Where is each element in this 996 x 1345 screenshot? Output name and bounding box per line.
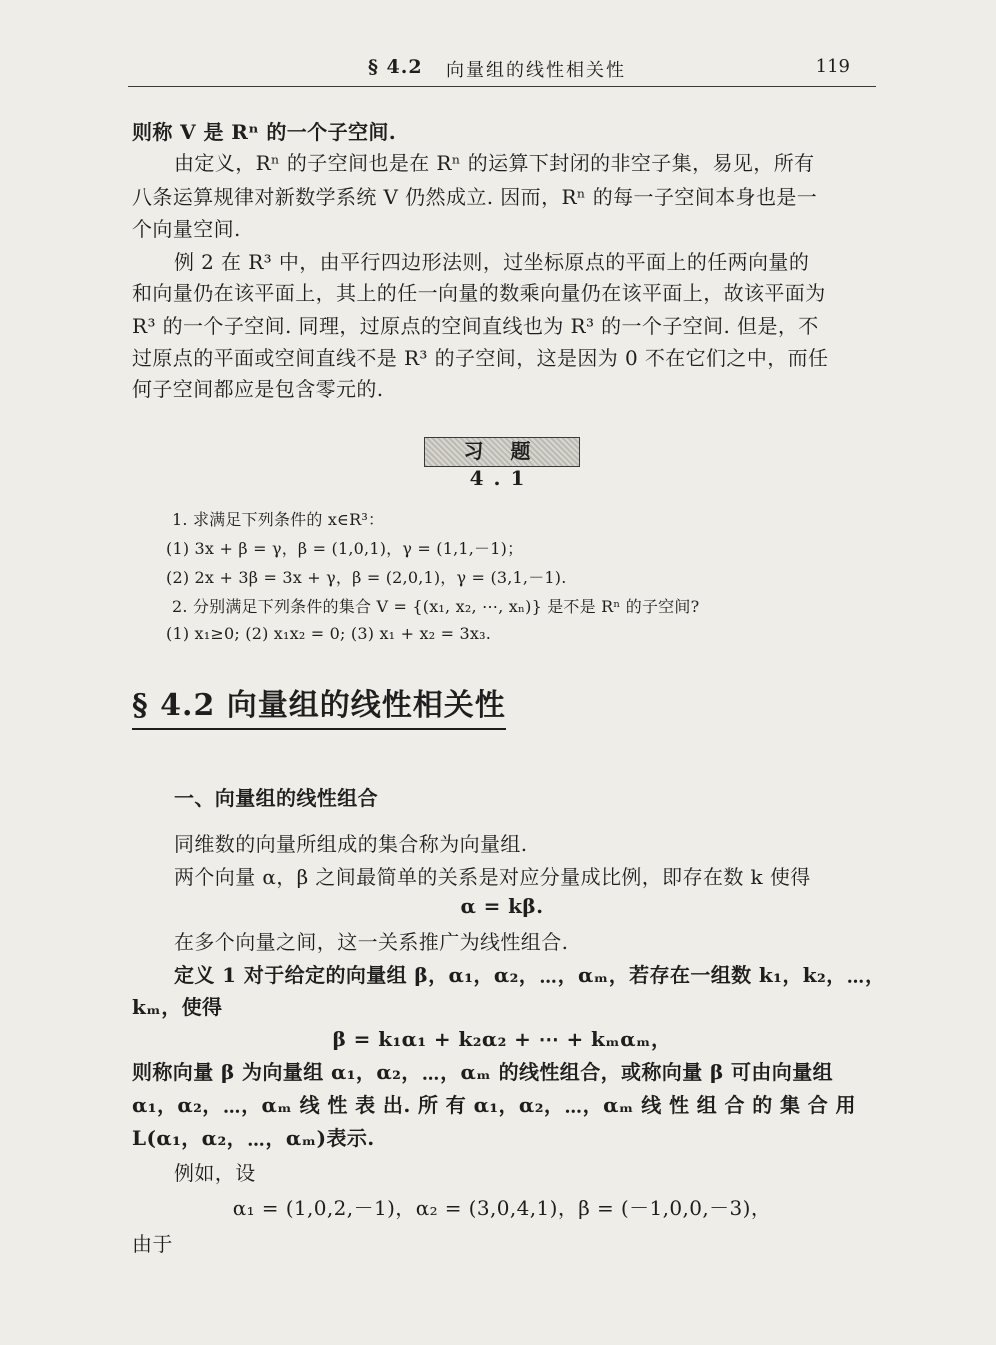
definition-1-line-1: 定义 1 对于给定的向量组 β，α₁，α₂，⋯，αₘ，若存在一组数 k₁，k₂，⋯，	[174, 963, 886, 987]
definition-1-line-3: 则称向量 β 为向量组 α₁，α₂，⋯，αₘ 的线性组合，或称向量 β 可由向量组	[132, 1060, 834, 1084]
example-2-line-1: 例 2 在 R³ 中，由平行四边形法则，过坐标原点的平面上的任两向量的	[174, 250, 810, 274]
exercise-1: 1. 求满足下列条件的 x∈R³：	[172, 510, 385, 529]
exercise-2-parts: (1) x₁≥0; (2) x₁x₂ = 0; (3) x₁ + x₂ = 3x₃.	[166, 624, 491, 643]
exercise-1-part-1: (1) 3x + β = γ，β = (1,0,1)，γ = (1,1,－1)；	[166, 539, 524, 558]
subsection-heading: 一、向量组的线性组合	[174, 786, 378, 810]
example-2-line-5: 何子空间都应是包含零元的.	[132, 377, 384, 401]
page-number: 119	[815, 56, 850, 77]
example-2-line-2: 和向量仍在该平面上，其上的任一向量的数乘向量仍在该平面上，故该平面为	[132, 281, 826, 305]
intro-line-3: 八条运算规律对新数学系统 V 仍然成立. 因而，Rⁿ 的每一子空间本身也是一	[132, 185, 818, 209]
intro-line-2: 由定义，Rⁿ 的子空间也是在 Rⁿ 的运算下封闭的非空子集，易见，所有	[174, 151, 815, 175]
exercise-title-badge: 习 题 4.1	[424, 437, 580, 467]
definition-1-line-4: α₁，α₂，⋯，αₘ 线 性 表 出. 所 有 α₁，α₂，⋯，αₘ 线 性 组 合 的 集 合 用	[132, 1093, 856, 1117]
generalization-line: 在多个向量之间，这一关系推广为线性组合.	[174, 930, 569, 954]
definition-1-line-2: kₘ，使得	[132, 995, 223, 1019]
running-head	[128, 56, 876, 87]
example-intro: 例如，设	[174, 1161, 256, 1185]
equation-linear-combination: β = k₁α₁ + k₂α₂ + ⋯ + kₘαₘ，	[332, 1027, 672, 1051]
example-2-line-4: 过原点的平面或空间直线不是 R³ 的子空间，这是因为 0 不在它们之中，而任	[132, 346, 829, 370]
section-heading: § 4.2 向量组的线性相关性	[132, 680, 506, 730]
continuation-text: 由于	[132, 1232, 173, 1256]
definition-vector-group: 同维数的向量所组成的集合称为向量组.	[174, 832, 528, 856]
exercise-2: 2. 分别满足下列条件的集合 V = {(x₁, x₂, ⋯, xₙ)} 是不是 Rⁿ 的子空间?	[172, 597, 700, 616]
definition-1-line-5: L(α₁，α₂，⋯，αₘ)表示.	[132, 1126, 375, 1150]
running-head-title: 向量组的线性相关性	[446, 60, 626, 81]
exercise-1-part-2: (2) 2x + 3β = 3x + γ，β = (2,0,1)，γ = (3,1,－1).	[166, 568, 567, 587]
intro-line-4: 个向量空间.	[132, 217, 241, 241]
example-2-line-3: R³ 的一个子空间. 同理，过原点的空间直线也为 R³ 的一个子空间. 但是，不	[132, 314, 819, 338]
running-head-section: § 4.2	[368, 56, 423, 78]
intro-line-1: 则称 V 是 Rⁿ 的一个子空间.	[132, 120, 397, 144]
proportional-relation: 两个向量 α，β 之间最简单的关系是对应分量成比例，即存在数 k 使得	[174, 865, 811, 889]
equation-alpha-k-beta: α = kβ.	[460, 894, 544, 918]
equation-example-vectors: α₁ = (1,0,2,－1)，α₂ = (3,0,4,1)，β = (－1,0,0,－3)，	[232, 1196, 772, 1220]
